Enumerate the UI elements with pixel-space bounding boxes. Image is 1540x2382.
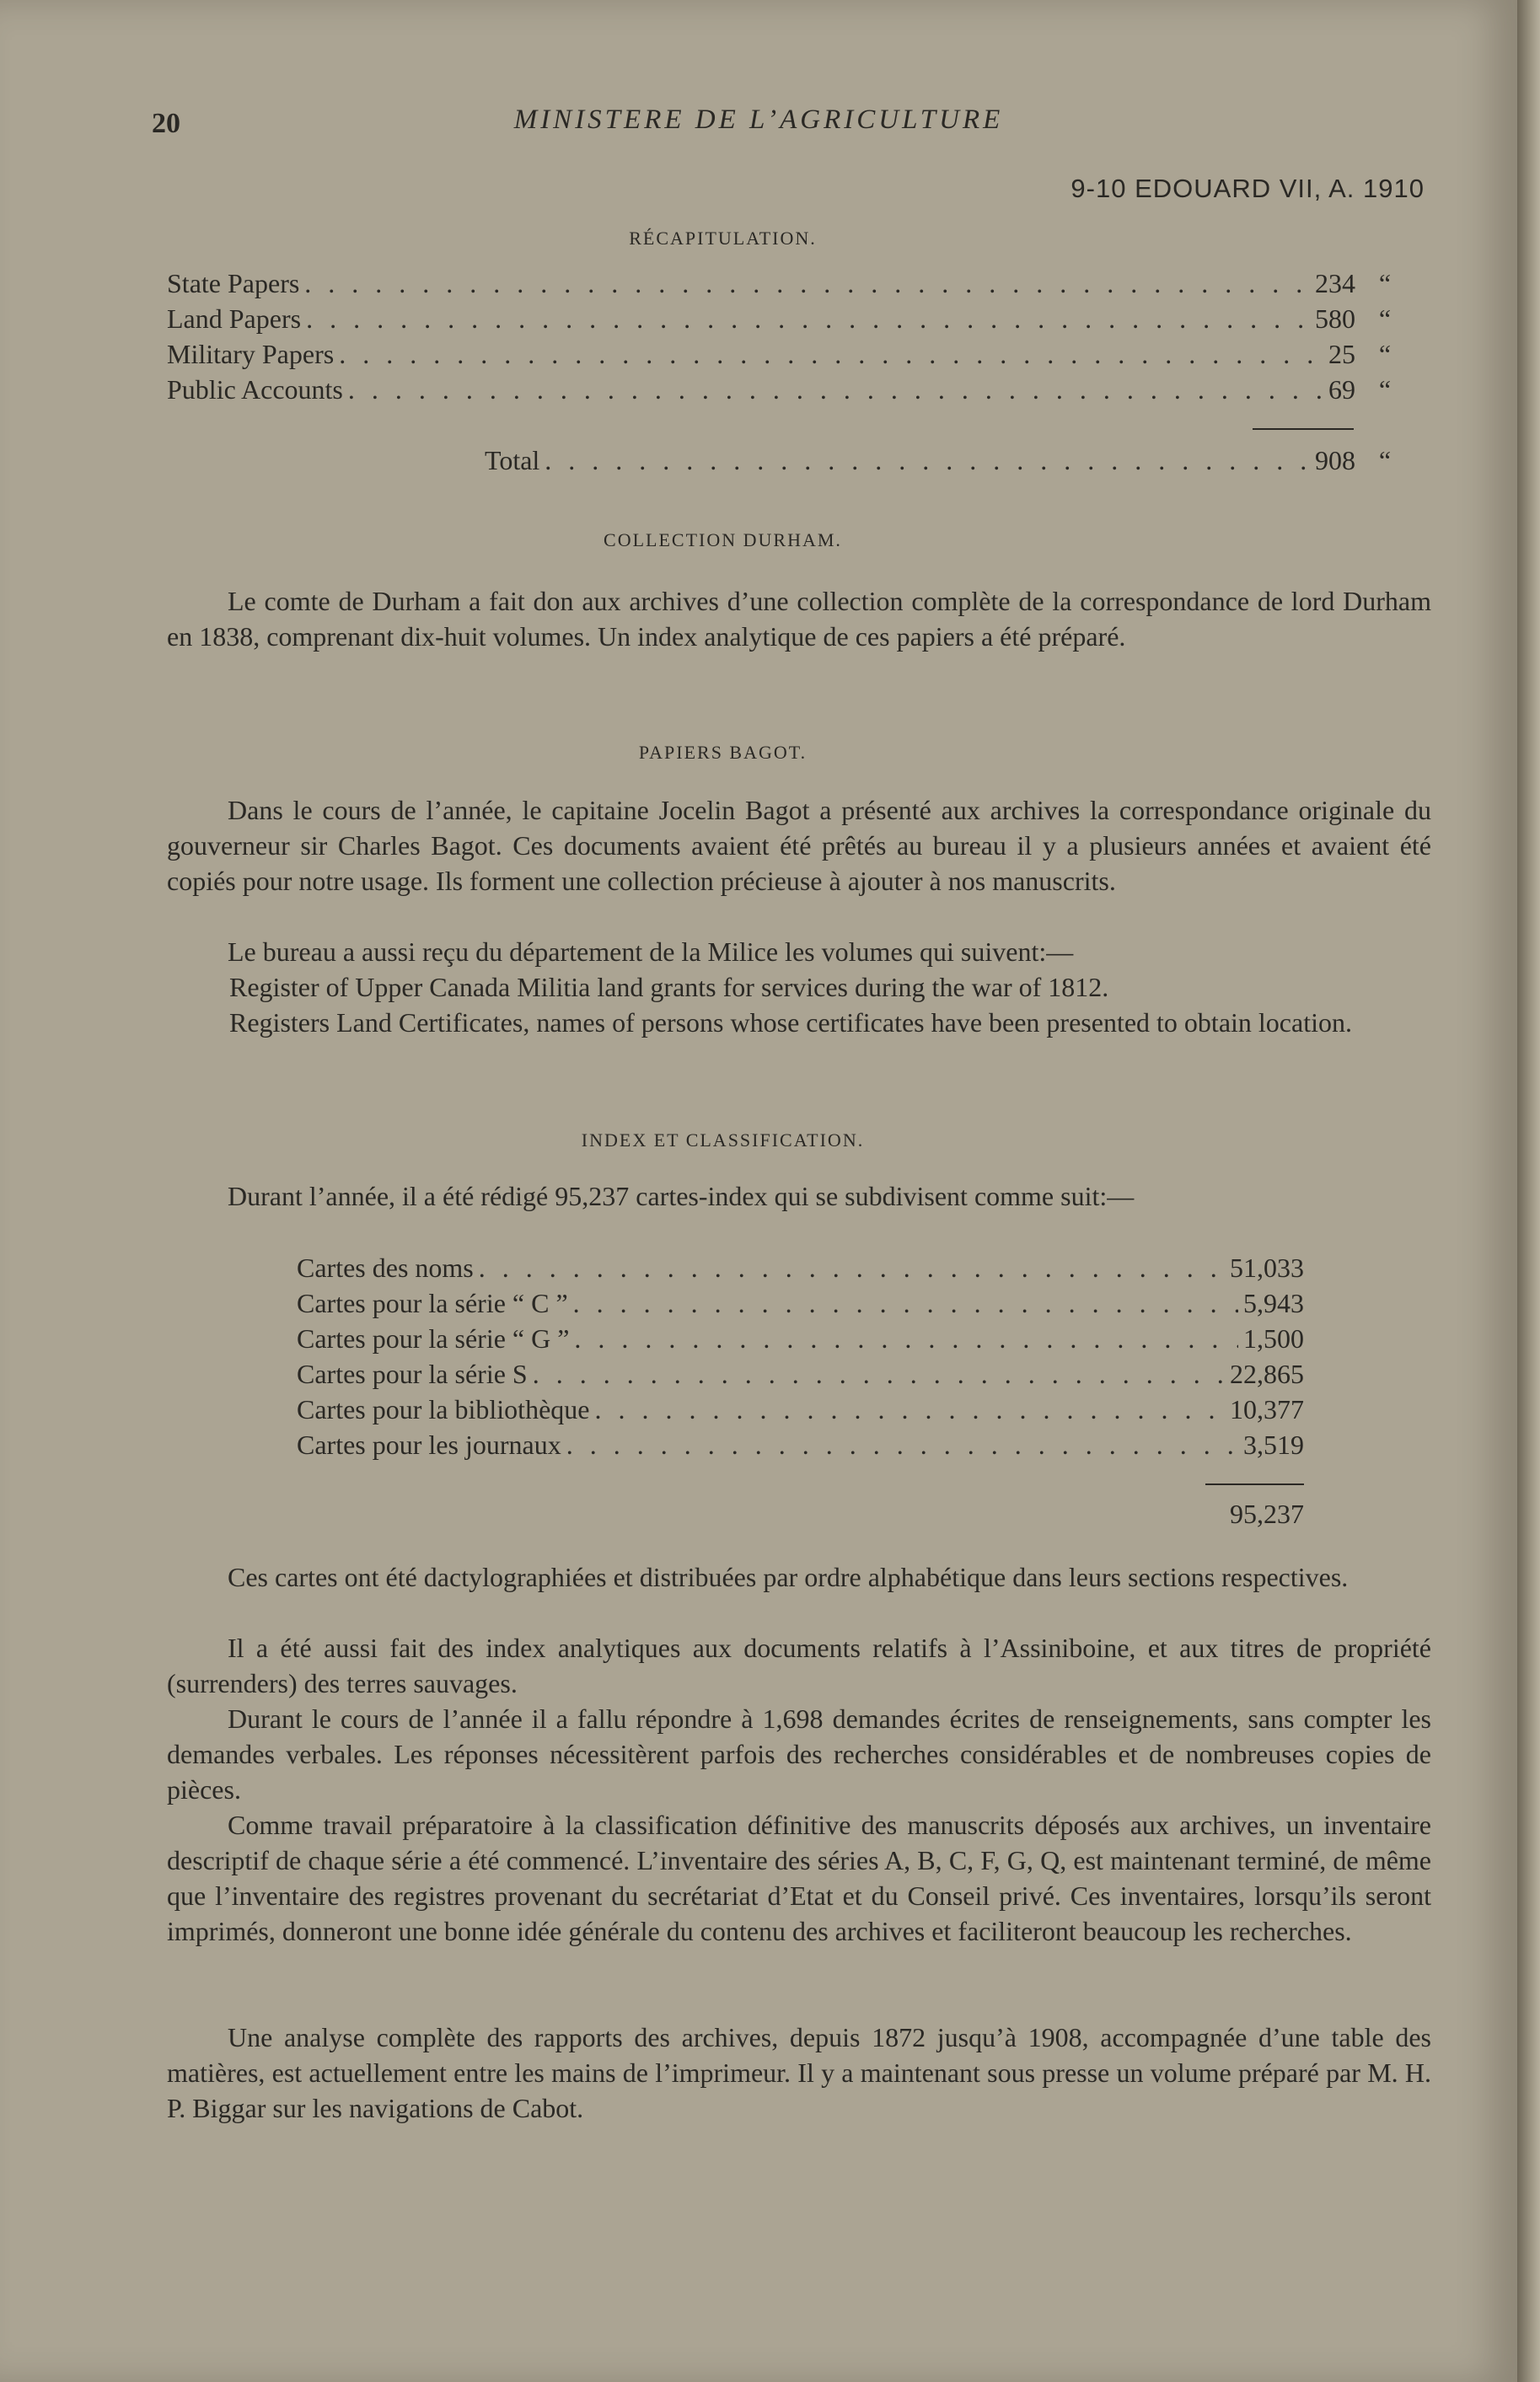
recap-row-value: 69: [1328, 374, 1355, 405]
recap-row-value: 25: [1328, 339, 1355, 369]
recap-row-label: Public Accounts: [167, 374, 343, 405]
index-row-label: Cartes pour les journaux: [297, 1430, 561, 1460]
index-row: [297, 1394, 1304, 1428]
index-row-value: 5,943: [1243, 1288, 1304, 1318]
recap-row-unit: “: [1378, 339, 1392, 369]
leader-dots: [306, 303, 1310, 335]
index-row-value: 22,865: [1230, 1359, 1304, 1389]
body-paragraph: Durant le cours de l’année il a fallu répondre à 1,698 demandes écrites de renseignements, sans compter les demandes verbales. Les réponses nécessitèrent parfois des recherches considérables et de nombreuses copies de pièces.: [167, 1703, 1431, 1805]
index-row-value: 51,033: [1230, 1253, 1304, 1283]
recap-row-value: 580: [1315, 303, 1355, 334]
recap-row: [167, 374, 1414, 408]
session-line: 9-10 EDOUARD VII, A. 1910: [1070, 174, 1425, 203]
running-head: MINISTERE DE L’AGRICULTURE: [513, 105, 1004, 135]
recap-total-unit: “: [1378, 445, 1392, 475]
recap-row-label: Land Papers: [167, 303, 302, 334]
page-number: 20: [152, 108, 180, 139]
recap-row-label: State Papers: [167, 268, 300, 298]
leader-dots: [573, 1288, 1238, 1319]
leader-dots: [594, 1394, 1225, 1425]
bagot-list-item: Registers Land Certificates, names of persons whose certificates have been presented to obtain location.: [229, 1007, 1352, 1038]
leader-dots: [574, 1323, 1238, 1355]
index-intro: Durant l’année, il a été rédigé 95,237 cartes-index qui se subdivisent comme suit:—: [228, 1181, 1135, 1211]
recap-row-unit: “: [1378, 268, 1392, 298]
leader-dots: [348, 374, 1323, 405]
bagot-paragraph: Dans le cours de l’année, le capitaine Jocelin Bagot a présenté aux archives la correspondance originale du gouverneur sir Charles Bagot. Ces documents avaient été prêtés au bureau il y a plusieurs années et avaient été copiés pour notre usage. Ils forment une collection précieuse à ajouter à nos manuscrits.: [167, 795, 1431, 896]
durham-heading: COLLECTION DURHAM.: [604, 529, 842, 550]
index-row-value: 10,377: [1230, 1394, 1304, 1424]
index-total: 95,237: [1230, 1499, 1304, 1529]
body-paragraph: Une analyse complète des rapports des archives, depuis 1872 jusqu’à 1908, accompagnée d’une table des matières, est actuellement entre les mains de l’imprimeur. Il y a maintenant sous presse un volume préparé par M. H. P. Biggar sur les navigations de Cabot.: [167, 2022, 1431, 2123]
recap-row-unit: “: [1378, 374, 1392, 405]
index-heading: INDEX ET CLASSIFICATION.: [581, 1129, 865, 1151]
total-rule: [1253, 428, 1354, 430]
index-row-label: Cartes des noms: [297, 1253, 474, 1283]
recap-total-label: Total: [485, 445, 540, 475]
leader-dots: [339, 339, 1323, 370]
index-row: [297, 1288, 1304, 1322]
body-paragraph: Ces cartes ont été dactylographiées et distribuées par ordre alphabétique dans leurs sections respectives.: [228, 1562, 1349, 1592]
bagot-list-item: Register of Upper Canada Militia land grants for services during the war of 1812.: [229, 972, 1109, 1002]
index-row-label: Cartes pour la série “ C ”: [297, 1288, 568, 1318]
leader-dots: [545, 445, 1310, 476]
index-row-value: 1,500: [1243, 1323, 1304, 1354]
recap-total-row: [485, 445, 1414, 479]
leader-dots: [304, 268, 1310, 299]
bagot-paragraph: Le bureau a aussi reçu du département de la Milice les volumes qui suivent:—: [228, 936, 1074, 967]
page-edge: [1517, 0, 1540, 2382]
leader-dots: [533, 1359, 1225, 1390]
index-row-label: Cartes pour la série “ G ”: [297, 1323, 570, 1354]
index-row: [297, 1323, 1304, 1357]
index-row-label: Cartes pour la bibliothèque: [297, 1394, 590, 1424]
leader-dots: [566, 1430, 1238, 1461]
recap-total-value: 908: [1315, 445, 1355, 475]
index-row: [297, 1359, 1304, 1392]
bagot-heading: PAPIERS BAGOT.: [638, 742, 808, 763]
index-row: [297, 1430, 1304, 1463]
recap-row: [167, 268, 1414, 302]
recap-row-value: 234: [1315, 268, 1355, 298]
body-paragraph: Il a été aussi fait des index analytiques aux documents relatifs à l’Assiniboine, et aux titres de propriété (surrenders) des terres sauvages.: [167, 1633, 1431, 1698]
recap-heading: RÉCAPITULATION.: [629, 228, 817, 249]
index-row-label: Cartes pour la série S: [297, 1359, 528, 1389]
durham-paragraph: Le comte de Durham a fait don aux archives d’une collection complète de la correspondance de lord Durham en 1838, comprenant dix-huit volumes. Un index analytique de ces papiers a été préparé.: [167, 586, 1431, 652]
recap-row: [167, 303, 1414, 337]
index-row: [297, 1253, 1304, 1286]
sum-rule: [1205, 1483, 1304, 1485]
recap-row-label: Military Papers: [167, 339, 335, 369]
recap-row: [167, 339, 1414, 373]
leader-dots: [479, 1253, 1225, 1284]
body-paragraph: Comme travail préparatoire à la classification définitive des manuscrits déposés aux archives, un inventaire descriptif de chaque série a été commencé. L’inventaire des séries A, B, C, F, G, Q, est maintenant terminé, de même que l’inventaire des registres provenant du secrétariat d’Etat et du Conseil privé. Ces inventaires, lorsqu’ils seront imprimés, donneront une bonne idée générale du contenu des archives et faciliteront beaucoup les recherches.: [167, 1810, 1431, 1946]
recap-row-unit: “: [1378, 303, 1392, 334]
index-row-value: 3,519: [1243, 1430, 1304, 1460]
